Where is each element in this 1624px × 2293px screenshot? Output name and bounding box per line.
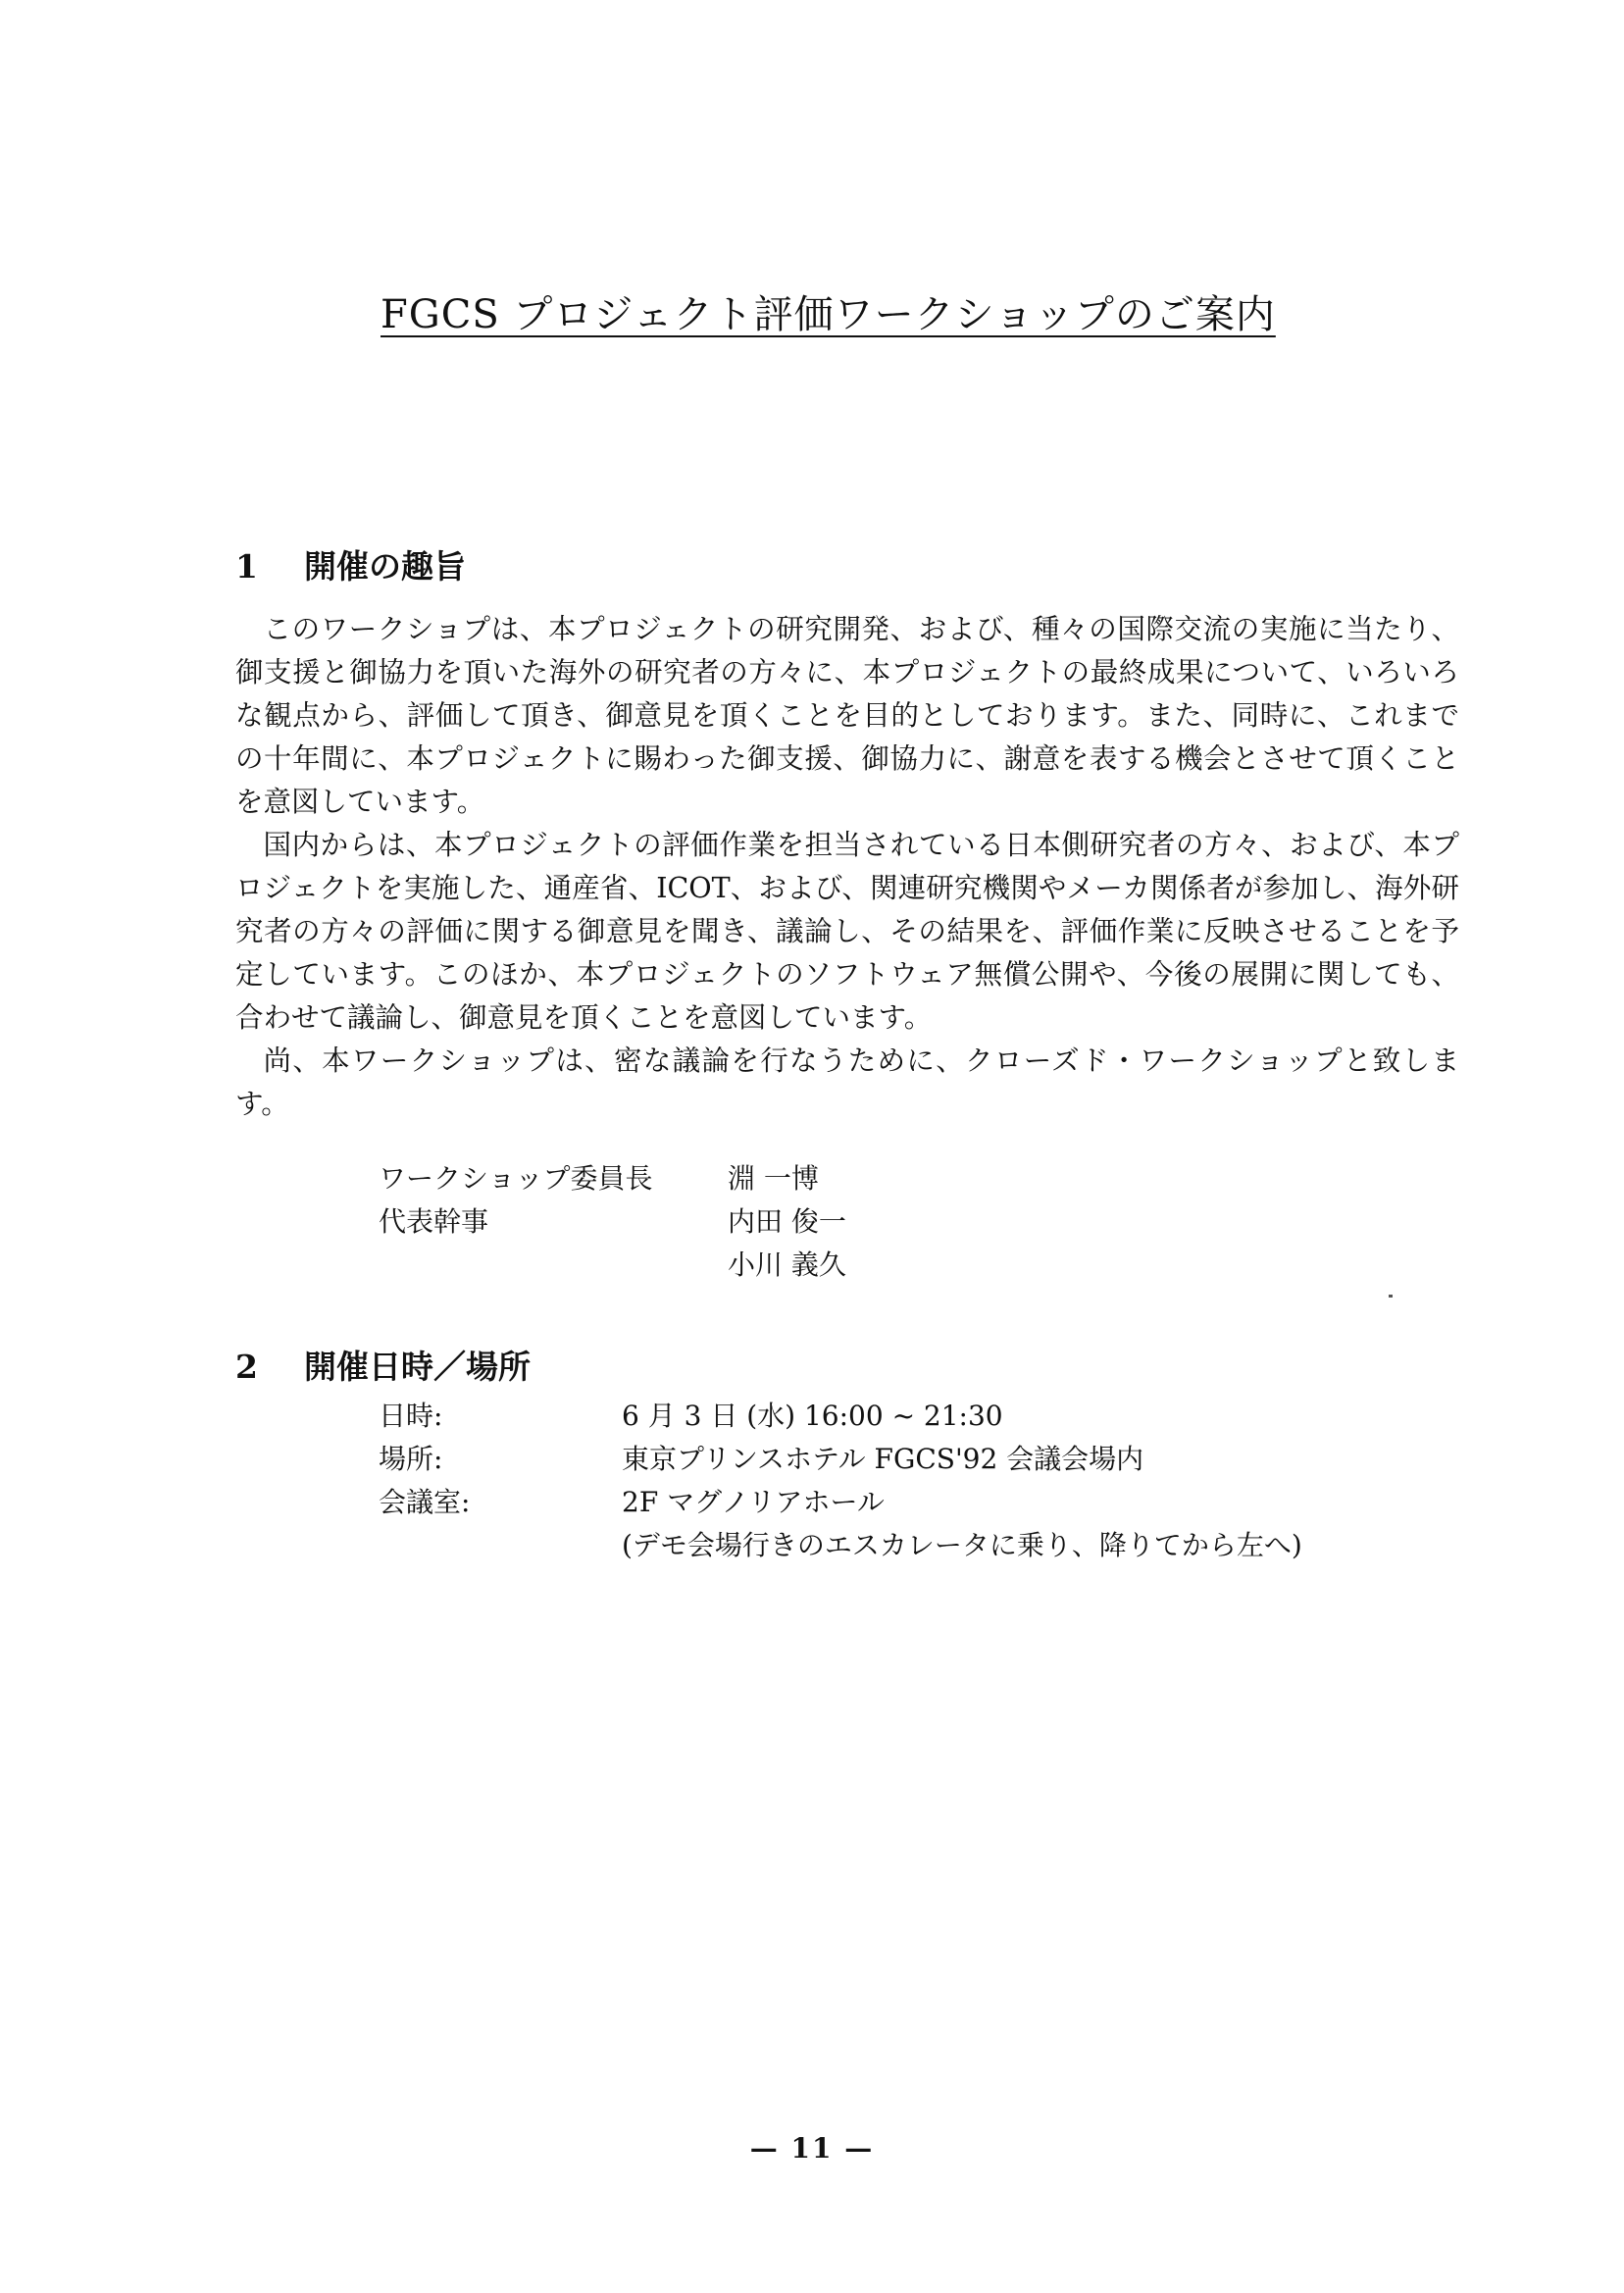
scan-speck: [1389, 1295, 1393, 1298]
event-details: [379, 1395, 1302, 1567]
role-name: 内田 俊一: [728, 1205, 846, 1238]
detail-row-room: [379, 1481, 1302, 1524]
section-1-heading: [235, 541, 466, 587]
detail-value: 6 月 3 日 (水) 16:00 ~ 21:30: [622, 1400, 1003, 1432]
section-1-body: [235, 608, 1459, 1126]
organizer-row: [379, 1200, 846, 1244]
section-2-number: 2: [235, 1348, 258, 1386]
organizer-row: [379, 1244, 846, 1287]
role-label: ワークショップ委員長: [379, 1162, 653, 1195]
detail-label: [379, 1524, 622, 1567]
detail-label: 日時:: [379, 1400, 443, 1432]
paragraph-closed-workshop: 尚、本ワークショップは、密な議論を行なうために、クローズド・ワークショップと致します。: [235, 1045, 1459, 1120]
detail-value: 東京プリンスホテル FGCS'92 会議会場内: [622, 1443, 1144, 1475]
section-2-heading: [235, 1342, 531, 1388]
paragraph-purpose: このワークショプは、本プロジェクトの研究開発、および、種々の国際交流の実施に当たり、御支援と御協力を頂いた海外の研究者の方々に、本プロジェクトの最終成果について、いろいろな観点から、評価して頂き、御意見を頂くことを目的としております。また、同時に、これまでの十年間に、本プロジェクトに賜わった御支援、御協力に、謝意を表する機会とさせて頂くことを意図しています。: [235, 613, 1459, 818]
detail-value: 2F マグノリアホール: [622, 1486, 885, 1518]
role-name: 小川 義久: [728, 1248, 846, 1281]
paragraph-participants: 国内からは、本プロジェクトの評価作業を担当されている日本側研究者の方々、および、本プロジェクトを実施した、通産省、ICOT、および、関連研究機関やメーカ関係者が参加し、海外研究者の方々の評価に関する御意見を聞き、議論し、その結果を、評価作業に反映させることを予定しています。このほか、本プロジェクトのソフトウェア無償公開や、今後の展開に関しても、合わせて議論し、御意見を頂くことを意図しています。: [235, 829, 1459, 1034]
organizer-list: [379, 1157, 846, 1287]
detail-label: 会議室:: [379, 1486, 471, 1518]
page-title: FGCS プロジェクト評価ワークショップのご案内: [381, 292, 1276, 337]
page-number: — 11 —: [749, 2132, 875, 2165]
role-name: 淵 一博: [728, 1162, 819, 1195]
role-label: [379, 1244, 728, 1287]
organizer-row: [379, 1157, 846, 1200]
role-label: 代表幹事: [379, 1205, 489, 1238]
detail-row-datetime: [379, 1395, 1302, 1438]
detail-row-directions: [379, 1524, 1302, 1567]
detail-label: 場所:: [379, 1443, 443, 1475]
section-1-title: 開催の趣旨: [304, 547, 466, 586]
section-2-title: 開催日時／場所: [304, 1348, 531, 1386]
section-1-number: 1: [235, 547, 258, 586]
detail-value: (デモ会場行きのエスカレータに乗り、降りてから左へ): [622, 1529, 1302, 1561]
detail-row-place: [379, 1438, 1302, 1481]
